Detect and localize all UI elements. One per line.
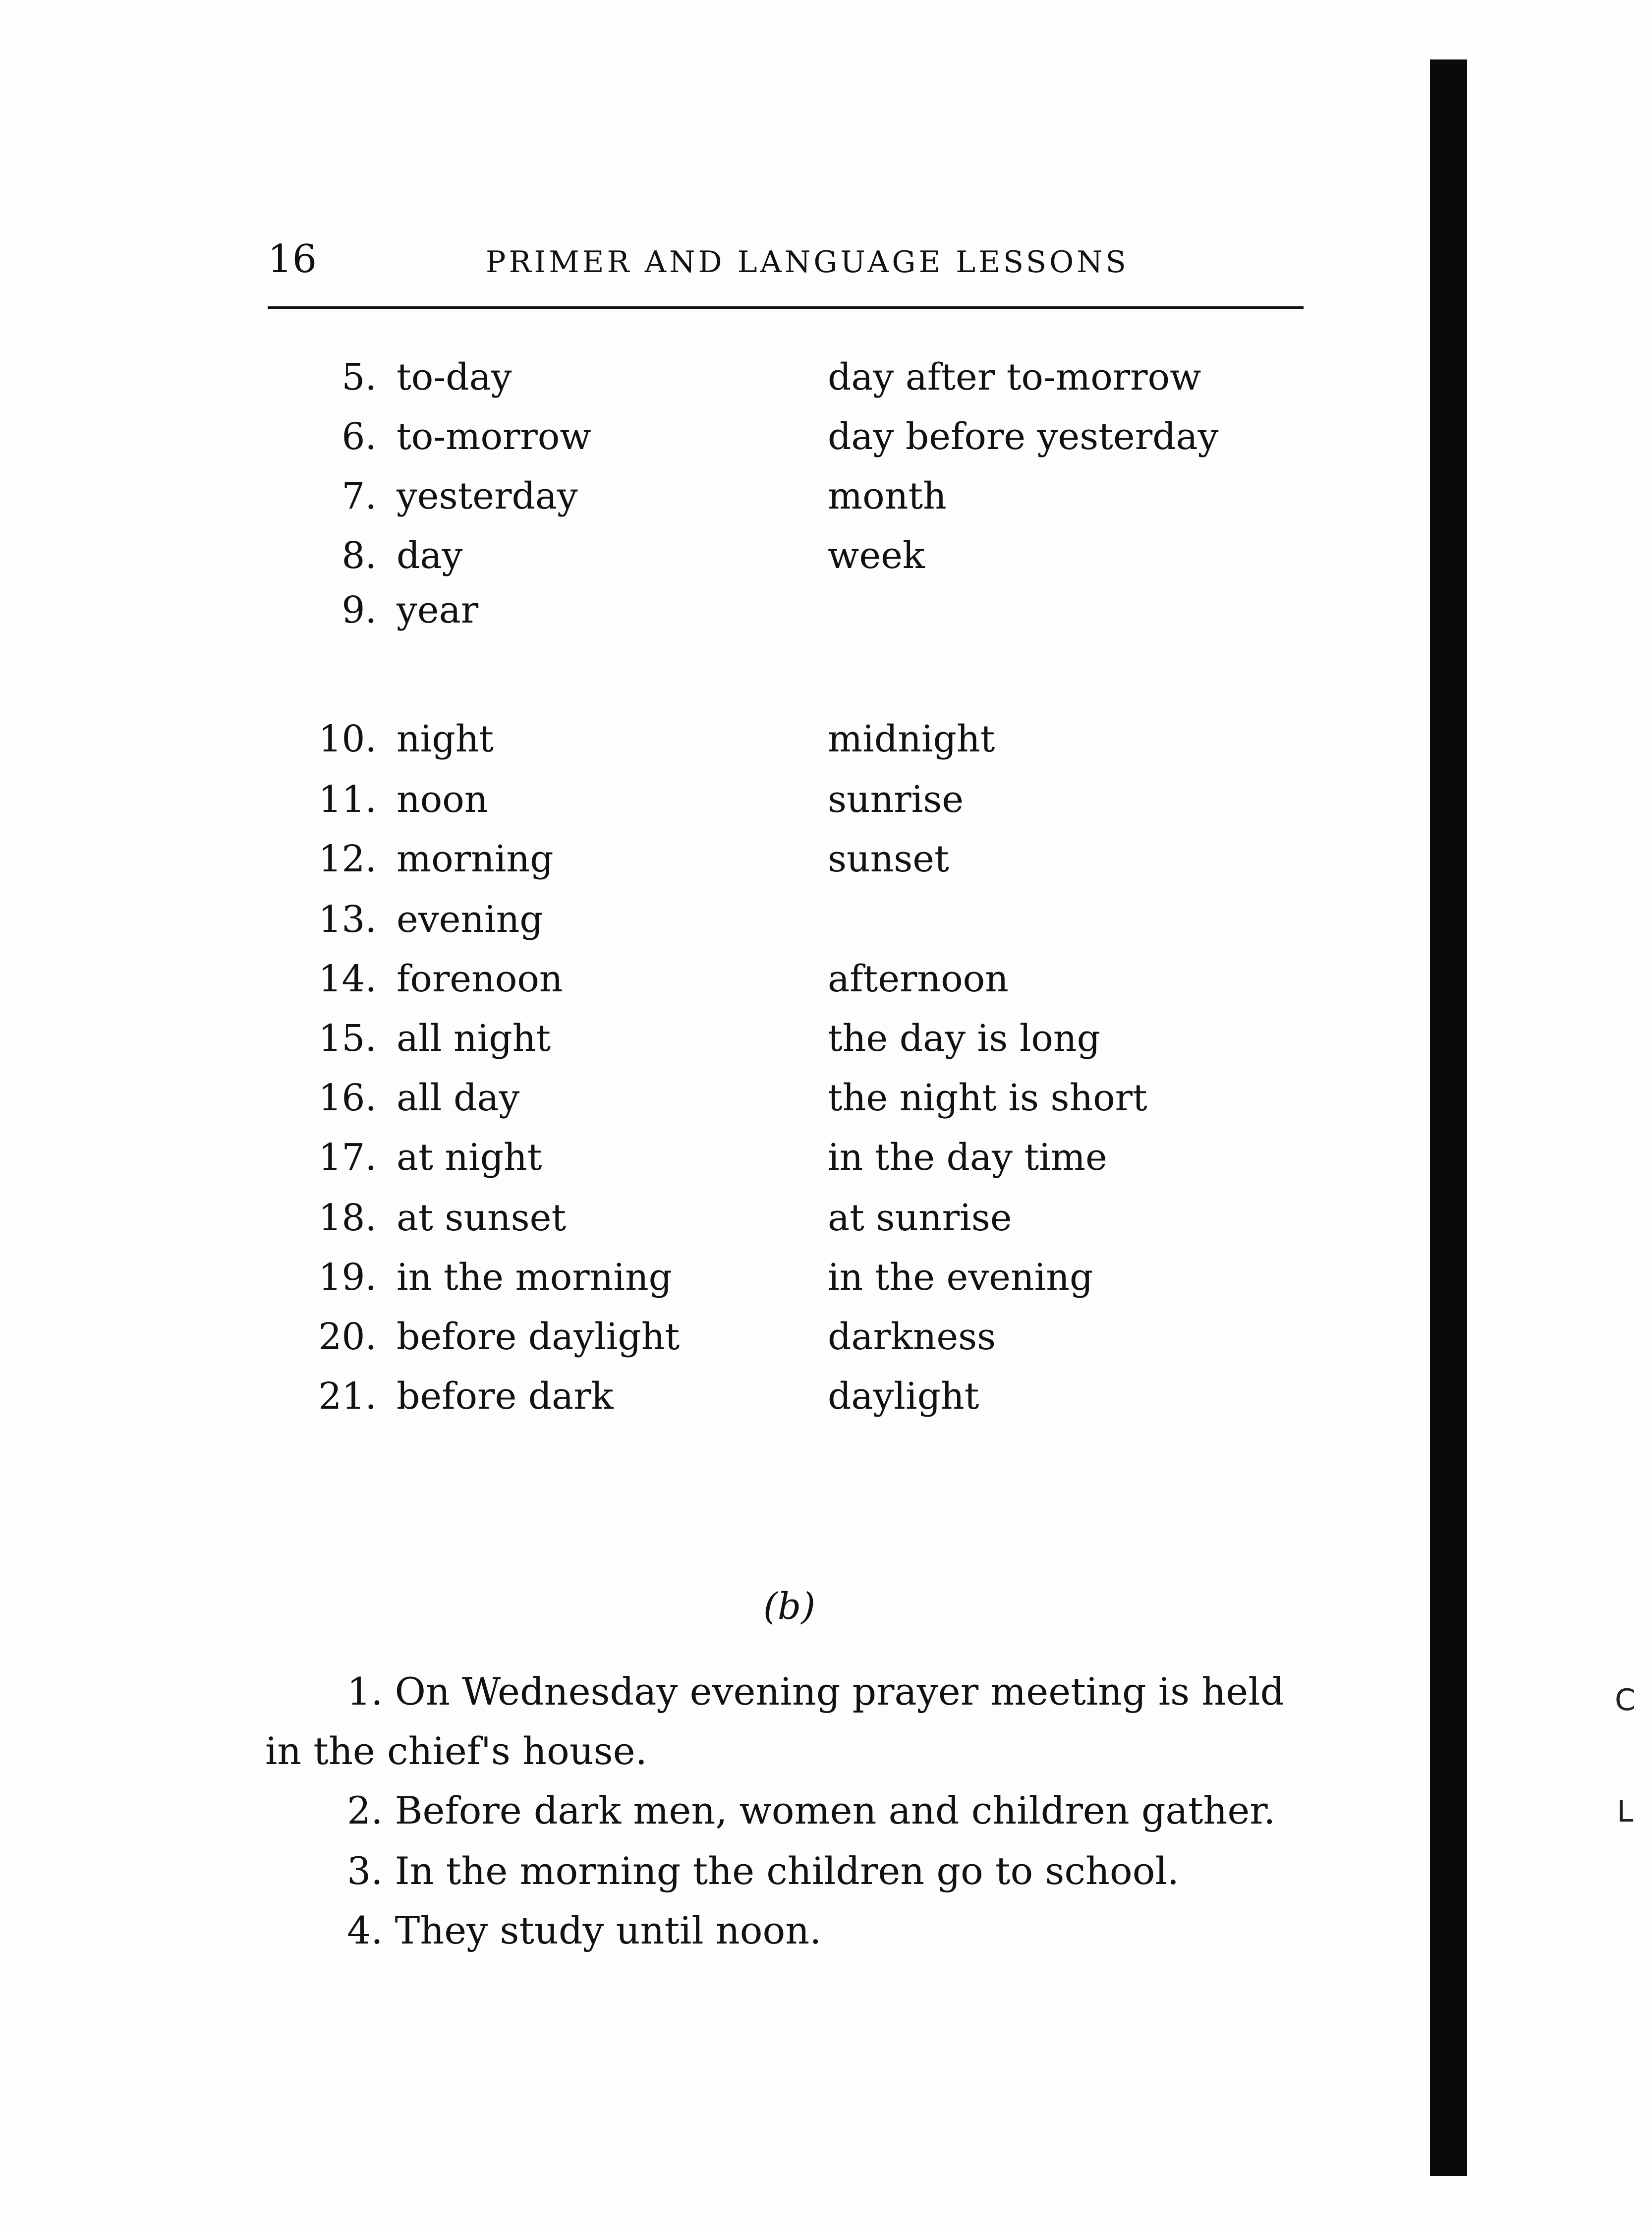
vocab-number: 17. bbox=[318, 1136, 377, 1179]
vocab-term: at sunset bbox=[397, 1197, 567, 1239]
sentence-line: 2. Before dark men, women and children gather. bbox=[347, 1788, 1276, 1832]
vocab-gloss: day before yesterday bbox=[828, 415, 1219, 458]
vocab-term: to-day bbox=[397, 356, 512, 399]
vocab-term: morning bbox=[397, 838, 554, 880]
vocab-row bbox=[0, 1077, 1338, 1131]
vocab-term: all day bbox=[397, 1077, 520, 1119]
vocab-number: 18. bbox=[318, 1197, 377, 1239]
vocab-gloss: sunrise bbox=[828, 778, 964, 821]
vocab-gloss: midnight bbox=[828, 718, 995, 760]
vocab-number: 16. bbox=[318, 1077, 377, 1119]
vocab-term: all night bbox=[397, 1017, 551, 1060]
vocab-gloss: in the day time bbox=[828, 1136, 1107, 1179]
vocab-row bbox=[0, 898, 1338, 953]
sentence-line: 4. They study until noon. bbox=[347, 1908, 822, 1952]
vocab-term: night bbox=[397, 718, 494, 760]
vocab-row bbox=[0, 1375, 1338, 1430]
vocab-row bbox=[0, 1136, 1338, 1191]
vocab-row bbox=[0, 838, 1338, 892]
vocab-term: year bbox=[397, 589, 479, 631]
edge-mark-c: C bbox=[1615, 1683, 1636, 1717]
vocab-gloss: the night is short bbox=[828, 1077, 1147, 1119]
vocab-number: 7. bbox=[342, 475, 377, 517]
vocab-gloss: sunset bbox=[828, 838, 949, 880]
vocab-number: 5. bbox=[342, 356, 377, 399]
vocab-row bbox=[0, 1316, 1338, 1370]
vocab-gloss: daylight bbox=[828, 1375, 979, 1418]
vocab-row bbox=[0, 1017, 1338, 1072]
vocab-term: before dark bbox=[397, 1375, 614, 1418]
vocab-row bbox=[0, 718, 1338, 772]
vocab-gloss: darkness bbox=[828, 1316, 996, 1358]
vocab-term: before daylight bbox=[397, 1316, 680, 1358]
vocab-gloss: day after to-morrow bbox=[828, 356, 1201, 399]
vocab-row bbox=[0, 778, 1338, 833]
vocab-gloss: the day is long bbox=[828, 1017, 1100, 1060]
vocab-term: to-morrow bbox=[397, 415, 591, 458]
vocab-row bbox=[0, 415, 1338, 470]
vocab-row bbox=[0, 958, 1338, 1012]
page-number: 16 bbox=[268, 237, 317, 282]
sentence-line: in the chief's house. bbox=[265, 1729, 647, 1773]
vocab-number: 8. bbox=[342, 534, 377, 577]
vocab-term: at night bbox=[397, 1136, 542, 1179]
vocab-number: 9. bbox=[342, 589, 377, 631]
vocab-term: day bbox=[397, 534, 463, 577]
sentence-line: 3. In the morning the children go to school. bbox=[347, 1849, 1179, 1893]
edge-mark-l: L bbox=[1617, 1794, 1634, 1829]
vocab-gloss: afternoon bbox=[828, 958, 1009, 1000]
vocab-number: 10. bbox=[318, 718, 377, 760]
vocab-number: 21. bbox=[318, 1375, 377, 1418]
vocab-row bbox=[0, 1197, 1338, 1251]
vocab-number: 11. bbox=[318, 778, 377, 821]
section-label: (b) bbox=[763, 1585, 816, 1628]
vocab-number: 15. bbox=[318, 1017, 377, 1060]
vocab-row bbox=[0, 589, 1338, 643]
vocab-number: 6. bbox=[342, 415, 377, 458]
vocab-number: 20. bbox=[318, 1316, 377, 1358]
vocab-term: yesterday bbox=[397, 475, 578, 517]
vocab-number: 12. bbox=[318, 838, 377, 880]
vocab-number: 19. bbox=[318, 1256, 377, 1299]
running-title: PRIMER AND LANGUAGE LESSONS bbox=[486, 245, 1129, 280]
vocab-number: 13. bbox=[318, 898, 377, 941]
vocab-term: forenoon bbox=[397, 958, 563, 1000]
vocab-number: 14. bbox=[318, 958, 377, 1000]
vocab-gloss: in the evening bbox=[828, 1256, 1093, 1299]
vocab-row bbox=[0, 475, 1338, 529]
vocab-gloss: month bbox=[828, 475, 947, 517]
vocab-gloss: week bbox=[828, 534, 925, 577]
sentence-line: 1. On Wednesday evening prayer meeting is held bbox=[347, 1669, 1285, 1714]
vocab-term: noon bbox=[397, 778, 488, 821]
vocab-row bbox=[0, 1256, 1338, 1311]
page-binding-shadow bbox=[1430, 59, 1467, 2176]
vocab-term: evening bbox=[397, 898, 543, 941]
vocab-row bbox=[0, 356, 1338, 410]
vocab-term: in the morning bbox=[397, 1256, 673, 1299]
vocab-row bbox=[0, 534, 1338, 589]
vocab-gloss: at sunrise bbox=[828, 1197, 1012, 1239]
